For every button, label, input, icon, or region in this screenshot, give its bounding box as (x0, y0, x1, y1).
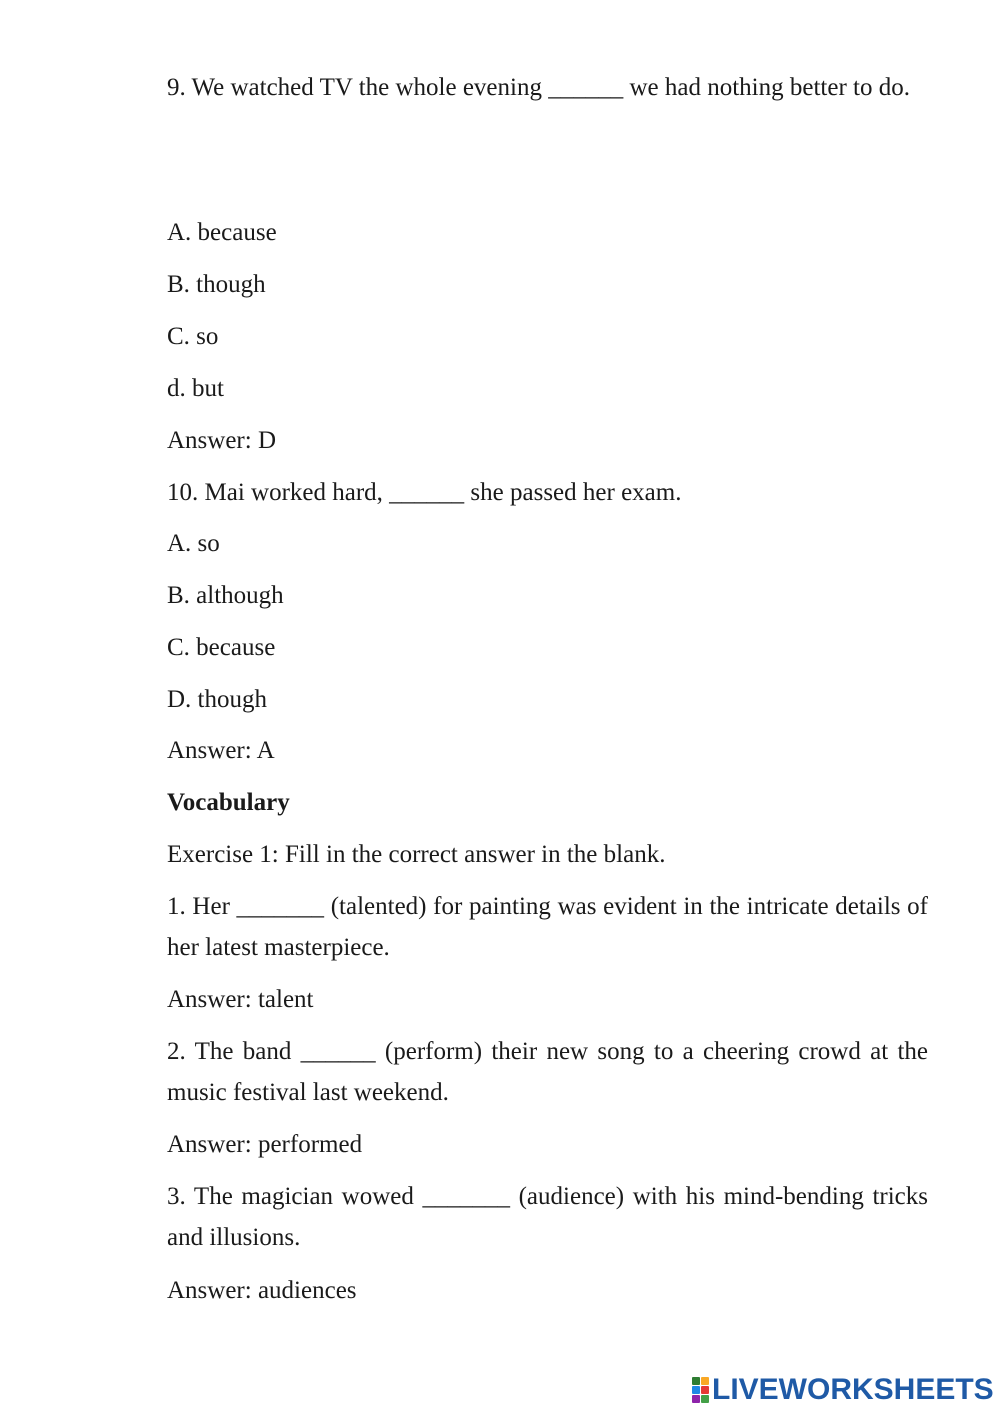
question-10-option-c: C. because (167, 634, 276, 661)
vocab-item-3-text: 3. The magician wowed _______ (audience) with his mind-bending tricks and illusions. (167, 1183, 928, 1251)
vocab-item-2-answer: Answer: performed (167, 1131, 363, 1158)
liveworksheets-logo-icon (692, 1377, 709, 1403)
vocab-item-3-answer: Answer: audiences (167, 1277, 357, 1304)
question-9-text: 9. We watched TV the whole evening ______ we had nothing better to do. (167, 74, 910, 101)
logo-square (701, 1386, 709, 1394)
question-9-option-c: C. so (167, 323, 219, 350)
question-9-answer: Answer: D (167, 427, 277, 454)
question-10-text: 10. Mai worked hard, ______ she passed her exam. (167, 479, 682, 506)
question-10-option-d: D. though (167, 686, 267, 713)
logo-square (692, 1386, 700, 1394)
liveworksheets-logo-text: LIVEWORKSHEETS (712, 1373, 994, 1406)
logo-square (701, 1395, 709, 1403)
question-10-answer: Answer: A (167, 737, 275, 764)
vocab-item-1-text: 1. Her _______ (talented) for painting was evident in the intricate details of her latest masterpiece. (167, 893, 928, 961)
question-9-option-b: B. though (167, 271, 266, 298)
liveworksheets-logo (692, 1374, 994, 1406)
vocab-item-1-answer: Answer: talent (167, 986, 314, 1013)
vocab-item-2-text: 2. The band ______ (perform) their new song to a cheering crowd at the music festival last weekend. (167, 1038, 928, 1106)
question-9-option-a: A. because (167, 219, 277, 246)
logo-square (701, 1377, 709, 1385)
exercise-1-title: Exercise 1: Fill in the correct answer in the blank. (167, 841, 666, 868)
question-10-option-b: B. although (167, 582, 284, 609)
vocabulary-heading: Vocabulary (167, 789, 290, 816)
logo-square (692, 1377, 700, 1385)
question-9-option-d: d. but (167, 375, 224, 402)
question-10-option-a: A. so (167, 530, 220, 557)
logo-square (692, 1395, 700, 1403)
